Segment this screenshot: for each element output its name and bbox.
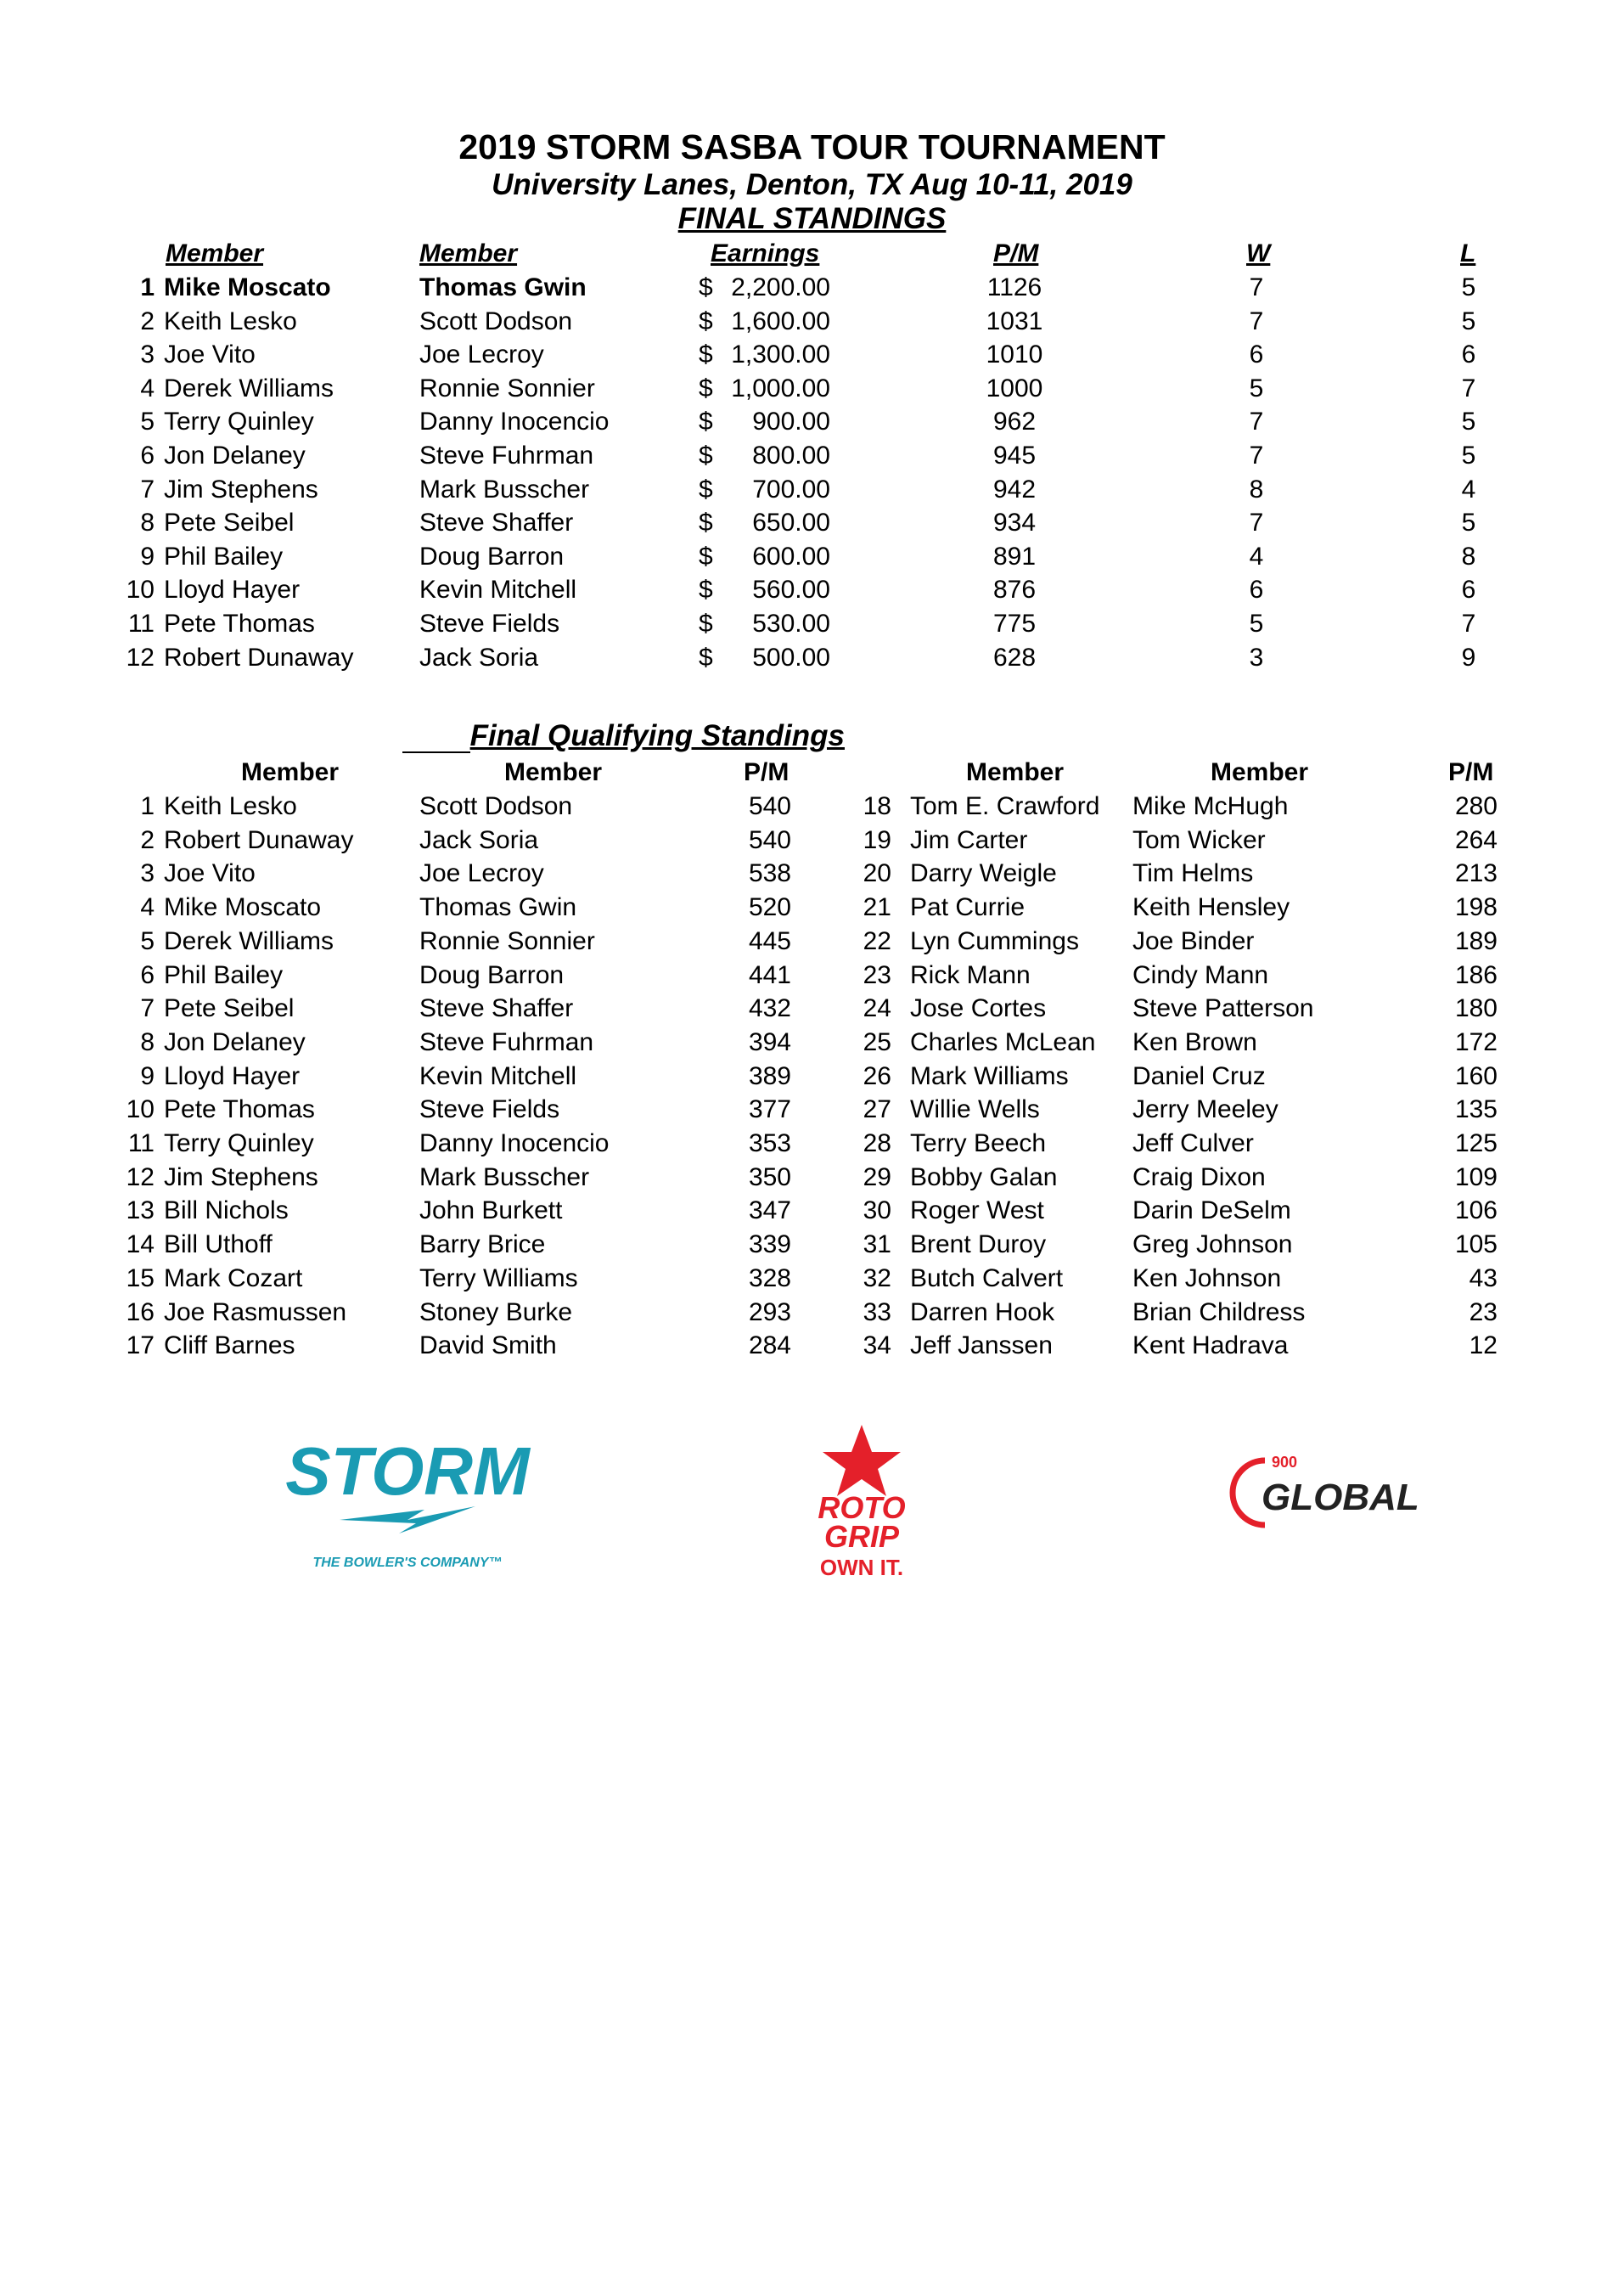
pm-value: 135 — [1454, 1095, 1498, 1124]
currency-symbol: $ — [699, 576, 713, 605]
rank: 11 — [127, 610, 155, 638]
pm-value: 1000 — [986, 374, 1043, 402]
page-subtitle: University Lanes, Denton, TX Aug 10-11, 2019 — [492, 168, 1132, 201]
qualifying-heading: Final Qualifying Standings — [395, 719, 845, 753]
member-name: Phil Bailey — [164, 542, 284, 571]
pm-value: 942 — [992, 475, 1037, 504]
qual-right-col-member1: Member — [966, 758, 1065, 786]
member-name: Derek Williams — [164, 374, 334, 402]
rank: 12 — [126, 643, 155, 672]
partner-name: Kevin Mitchell — [419, 1061, 577, 1090]
partner-name: Barry Brice — [419, 1230, 546, 1259]
member-name: Jim Stephens — [164, 1162, 318, 1191]
member-name: Charles McLean — [910, 1027, 1096, 1056]
pm-value: 347 — [748, 1196, 791, 1225]
wins-value: 7 — [1249, 509, 1264, 537]
pm-value: 280 — [1454, 792, 1498, 820]
pm-value: 180 — [1454, 994, 1498, 1023]
member-name: Jon Delaney — [164, 1027, 306, 1056]
currency-symbol: $ — [699, 509, 713, 537]
pm-value: 125 — [1454, 1129, 1498, 1157]
partner-name: Craig Dixon — [1132, 1162, 1266, 1191]
partner-name: Mike McHugh — [1132, 792, 1289, 820]
storm-logo-wordmark: STORM — [285, 1433, 530, 1509]
qual-left-col-member2: Member — [504, 758, 603, 786]
currency-symbol: $ — [699, 374, 713, 402]
rank: 11 — [127, 1129, 155, 1157]
wins-value: 5 — [1249, 374, 1264, 402]
member-name: Derek Williams — [164, 926, 334, 955]
partner-name: Ronnie Sonnier — [419, 374, 595, 402]
pm-value: 876 — [992, 576, 1037, 605]
pm-value: 520 — [748, 893, 791, 922]
rank: 2 — [140, 825, 155, 854]
losses-value: 5 — [1461, 509, 1476, 537]
member-name: Phil Bailey — [164, 960, 284, 989]
losses-value: 7 — [1461, 610, 1476, 638]
final-standings-heading: FINAL STANDINGS — [677, 202, 947, 235]
pm-value: 441 — [748, 960, 791, 989]
earnings-value: 530.00 — [752, 610, 830, 638]
member-name: Robert Dunaway — [164, 825, 354, 854]
pm-value: 284 — [748, 1331, 791, 1360]
earnings-value: 1,600.00 — [731, 307, 830, 335]
partner-name: Doug Barron — [419, 960, 565, 989]
partner-name: Mark Busscher — [419, 475, 590, 504]
rank: 10 — [126, 1095, 155, 1124]
member-name: Terry Quinley — [164, 408, 314, 436]
currency-symbol: $ — [699, 643, 713, 672]
member-name: Bill Nichols — [164, 1196, 289, 1225]
storm-logo — [285, 1433, 530, 1579]
member-name: Jose Cortes — [910, 994, 1047, 1023]
final-col-w: W — [1246, 239, 1271, 267]
currency-symbol: $ — [699, 307, 713, 335]
pm-value: 1031 — [986, 307, 1043, 335]
partner-name: Steve Shaffer — [419, 994, 574, 1023]
losses-value: 5 — [1461, 273, 1476, 301]
partner-name: Danny Inocencio — [419, 1129, 610, 1157]
rank: 17 — [126, 1331, 155, 1360]
pm-value: 432 — [748, 994, 791, 1023]
qual-right-col-pm: P/M — [1448, 758, 1494, 786]
rank: 8 — [140, 1027, 155, 1056]
currency-symbol: $ — [699, 610, 713, 638]
rank: 28 — [863, 1129, 891, 1157]
partner-name: Danny Inocencio — [419, 408, 610, 436]
rank: 9 — [140, 542, 155, 571]
partner-name: Joe Binder — [1132, 926, 1255, 955]
global-logo-wordmark: GLOBAL — [1262, 1477, 1419, 1518]
global-logo-900: 900 — [1272, 1454, 1298, 1471]
partner-name: Joe Lecroy — [419, 340, 544, 369]
rank: 4 — [140, 374, 155, 402]
partner-name: Joe Lecroy — [419, 859, 544, 888]
earnings-value: 1,300.00 — [731, 340, 830, 369]
lightning-bolt-icon — [340, 1506, 475, 1533]
member-name: Mark Cozart — [164, 1263, 303, 1292]
rank: 21 — [863, 893, 891, 922]
rank: 24 — [863, 994, 891, 1023]
member-name: Pete Seibel — [164, 509, 295, 537]
member-name: Jeff Janssen — [910, 1331, 1053, 1360]
pm-value: 339 — [748, 1230, 791, 1259]
pm-value: 962 — [992, 408, 1037, 436]
pm-value: 1010 — [986, 340, 1043, 369]
rank: 15 — [126, 1263, 155, 1292]
pm-value: 934 — [992, 509, 1037, 537]
wins-value: 5 — [1249, 610, 1264, 638]
rank: 6 — [140, 442, 155, 470]
losses-value: 7 — [1461, 374, 1476, 402]
final-col-pm: P/M — [993, 239, 1039, 267]
member-name: Jim Stephens — [164, 475, 318, 504]
rank: 4 — [140, 893, 155, 922]
member-name: Lloyd Hayer — [164, 576, 301, 605]
rank: 22 — [863, 926, 891, 955]
member-name: Pat Currie — [910, 893, 1026, 922]
earnings-value: 700.00 — [752, 475, 830, 504]
wins-value: 4 — [1249, 542, 1264, 571]
partner-name: Stoney Burke — [419, 1297, 573, 1326]
pm-value: 328 — [748, 1263, 791, 1292]
wins-value: 8 — [1249, 475, 1264, 504]
qual-right-col-member2: Member — [1211, 758, 1309, 786]
final-col-member1: Member — [166, 239, 264, 267]
rank: 3 — [140, 859, 155, 888]
losses-value: 5 — [1461, 408, 1476, 436]
partner-name: Kevin Mitchell — [419, 576, 577, 605]
pm-value: 198 — [1454, 893, 1498, 922]
member-name: Robert Dunaway — [164, 643, 354, 672]
pm-value: 628 — [992, 643, 1037, 672]
rank: 20 — [863, 859, 891, 888]
member-name: Keith Lesko — [164, 792, 297, 820]
pm-value: 160 — [1454, 1061, 1498, 1090]
pm-value: 43 — [1469, 1263, 1498, 1292]
pm-value: 293 — [748, 1297, 791, 1326]
rank: 31 — [863, 1230, 891, 1259]
pm-value: 538 — [748, 859, 791, 888]
pm-value: 189 — [1454, 926, 1498, 955]
earnings-value: 1,000.00 — [731, 374, 830, 402]
partner-name: Jeff Culver — [1132, 1129, 1254, 1157]
rank: 30 — [863, 1196, 891, 1225]
rank: 7 — [140, 475, 155, 504]
pm-value: 389 — [748, 1061, 791, 1090]
rank: 32 — [863, 1263, 891, 1292]
partner-name: Cindy Mann — [1132, 960, 1269, 989]
currency-symbol: $ — [699, 442, 713, 470]
partner-name: Doug Barron — [419, 542, 565, 571]
storm-logo-tagline: THE BOWLER'S COMPANY™ — [312, 1556, 503, 1570]
earnings-value: 650.00 — [752, 509, 830, 537]
currency-symbol: $ — [699, 340, 713, 369]
rank: 27 — [863, 1095, 891, 1124]
page-title: 2019 STORM SASBA TOUR TOURNAMENT — [458, 127, 1166, 166]
losses-value: 4 — [1461, 475, 1476, 504]
global-arc-icon — [1233, 1460, 1265, 1525]
member-name: Brent Duroy — [910, 1230, 1047, 1259]
member-name: Tom E. Crawford — [910, 792, 1100, 820]
pm-value: 172 — [1454, 1027, 1498, 1056]
partner-name: Kent Hadrava — [1132, 1331, 1289, 1360]
member-name: Roger West — [910, 1196, 1044, 1225]
member-name: Darry Weigle — [910, 859, 1057, 888]
900-global-logo — [1231, 1443, 1452, 1537]
partner-name: Ken Johnson — [1132, 1263, 1282, 1292]
wins-value: 7 — [1249, 307, 1264, 335]
member-name: Pete Thomas — [164, 1095, 315, 1124]
partner-name: David Smith — [419, 1331, 557, 1360]
wins-value: 7 — [1249, 408, 1264, 436]
member-name: Pete Thomas — [164, 610, 315, 638]
qual-left-col-pm: P/M — [744, 758, 790, 786]
pm-value: 350 — [748, 1162, 791, 1191]
rank: 3 — [140, 340, 155, 369]
currency-symbol: $ — [699, 273, 713, 301]
member-name: Rick Mann — [910, 960, 1031, 989]
partner-name: Jerry Meeley — [1132, 1095, 1278, 1124]
member-name: Mike Moscato — [164, 893, 322, 922]
currency-symbol: $ — [699, 475, 713, 504]
member-name: Keith Lesko — [164, 307, 297, 335]
member-name: Jim Carter — [910, 825, 1028, 854]
member-name: Lloyd Hayer — [164, 1061, 301, 1090]
earnings-value: 800.00 — [752, 442, 830, 470]
currency-symbol: $ — [699, 542, 713, 571]
rank: 16 — [126, 1297, 155, 1326]
member-name: Willie Wells — [910, 1095, 1040, 1124]
partner-name: Darin DeSelm — [1132, 1196, 1291, 1225]
earnings-value: 560.00 — [752, 576, 830, 605]
rank: 2 — [140, 307, 155, 335]
rank: 18 — [863, 792, 891, 820]
pm-value: 106 — [1454, 1196, 1498, 1225]
rank: 13 — [126, 1196, 155, 1225]
partner-name: Steve Fuhrman — [419, 442, 594, 470]
partner-name: Thomas Gwin — [419, 273, 587, 301]
partner-name: Scott Dodson — [419, 307, 573, 335]
rank: 14 — [126, 1230, 155, 1259]
losses-value: 9 — [1461, 643, 1476, 672]
pm-value: 891 — [992, 542, 1037, 571]
member-name: Bobby Galan — [910, 1162, 1058, 1191]
earnings-value: 600.00 — [752, 542, 830, 571]
pm-value: 394 — [748, 1027, 791, 1056]
roto-grip-tagline: OWN IT. — [819, 1555, 904, 1580]
partner-name: Steve Fields — [419, 1095, 560, 1124]
pm-value: 12 — [1469, 1331, 1498, 1360]
partner-name: Jack Soria — [419, 643, 539, 672]
rank: 23 — [863, 960, 891, 989]
wins-value: 6 — [1249, 576, 1264, 605]
currency-symbol: $ — [699, 408, 713, 436]
rank: 5 — [140, 926, 155, 955]
rank: 19 — [863, 825, 891, 854]
rank: 6 — [140, 960, 155, 989]
losses-value: 6 — [1461, 340, 1476, 369]
member-name: Terry Quinley — [164, 1129, 314, 1157]
pm-value: 1126 — [986, 273, 1042, 301]
roto-grip-line1: ROTO — [818, 1490, 906, 1525]
rank: 5 — [140, 408, 155, 436]
pm-value: 186 — [1454, 960, 1498, 989]
partner-name: Tom Wicker — [1132, 825, 1266, 854]
rank: 26 — [863, 1061, 891, 1090]
member-name: Joe Rasmussen — [164, 1297, 347, 1326]
roto-grip-logo — [768, 1418, 955, 1588]
pm-value: 540 — [748, 792, 791, 820]
partner-name: Thomas Gwin — [419, 893, 577, 922]
partner-name: Daniel Cruz — [1132, 1061, 1266, 1090]
partner-name: Steve Patterson — [1132, 994, 1314, 1023]
pm-value: 540 — [748, 825, 791, 854]
partner-name: Terry Williams — [419, 1263, 578, 1292]
final-col-l: L — [1460, 239, 1476, 267]
pm-value: 213 — [1454, 859, 1498, 888]
pm-value: 945 — [992, 442, 1037, 470]
pm-value: 109 — [1454, 1162, 1498, 1191]
losses-value: 5 — [1461, 307, 1476, 335]
member-name: Terry Beech — [910, 1129, 1047, 1157]
rank: 12 — [126, 1162, 155, 1191]
rank: 34 — [863, 1331, 891, 1360]
pm-value: 377 — [748, 1095, 791, 1124]
partner-name: Steve Fuhrman — [419, 1027, 594, 1056]
earnings-value: 2,200.00 — [731, 273, 830, 301]
pm-value: 105 — [1454, 1230, 1498, 1259]
partner-name: Ken Brown — [1132, 1027, 1257, 1056]
member-name: Mike Moscato — [164, 273, 331, 301]
earnings-value: 500.00 — [752, 643, 830, 672]
final-col-member2: Member — [419, 239, 518, 267]
rank: 33 — [863, 1297, 891, 1326]
partner-name: Brian Childress — [1132, 1297, 1306, 1326]
partner-name: Ronnie Sonnier — [419, 926, 595, 955]
partner-name: Scott Dodson — [419, 792, 573, 820]
wins-value: 7 — [1249, 442, 1264, 470]
losses-value: 5 — [1461, 442, 1476, 470]
rank: 1 — [140, 792, 155, 820]
member-name: Cliff Barnes — [164, 1331, 295, 1360]
losses-value: 8 — [1461, 542, 1476, 571]
rank: 7 — [140, 994, 155, 1023]
member-name: Lyn Cummings — [910, 926, 1079, 955]
rank: 9 — [140, 1061, 155, 1090]
qual-left-col-member1: Member — [241, 758, 340, 786]
rank: 25 — [863, 1027, 891, 1056]
partner-name: Steve Fields — [419, 610, 560, 638]
member-name: Darren Hook — [910, 1297, 1055, 1326]
rank: 8 — [140, 509, 155, 537]
pm-value: 264 — [1454, 825, 1498, 854]
member-name: Jon Delaney — [164, 442, 306, 470]
pm-value: 775 — [992, 610, 1037, 638]
final-col-earnings: Earnings — [711, 239, 820, 267]
roto-grip-line2: GRIP — [823, 1519, 900, 1554]
partner-name: Jack Soria — [419, 825, 539, 854]
losses-value: 6 — [1461, 576, 1476, 605]
wins-value: 3 — [1249, 643, 1264, 672]
member-name: Butch Calvert — [910, 1263, 1064, 1292]
member-name: Mark Williams — [910, 1061, 1069, 1090]
member-name: Pete Seibel — [164, 994, 295, 1023]
wins-value: 7 — [1249, 273, 1264, 301]
wins-value: 6 — [1249, 340, 1264, 369]
rank: 10 — [126, 576, 155, 605]
partner-name: Greg Johnson — [1132, 1230, 1293, 1259]
partner-name: Keith Hensley — [1132, 893, 1290, 922]
partner-name: John Burkett — [419, 1196, 563, 1225]
star-icon — [823, 1425, 901, 1496]
earnings-value: 900.00 — [752, 408, 830, 436]
partner-name: Steve Shaffer — [419, 509, 574, 537]
rank: 1 — [140, 273, 155, 301]
partner-name: Mark Busscher — [419, 1162, 590, 1191]
rank: 29 — [863, 1162, 891, 1191]
member-name: Joe Vito — [164, 859, 256, 888]
pm-value: 445 — [748, 926, 791, 955]
pm-value: 353 — [748, 1129, 791, 1157]
member-name: Joe Vito — [164, 340, 256, 369]
pm-value: 23 — [1469, 1297, 1498, 1326]
member-name: Bill Uthoff — [164, 1230, 273, 1259]
partner-name: Tim Helms — [1132, 859, 1254, 888]
